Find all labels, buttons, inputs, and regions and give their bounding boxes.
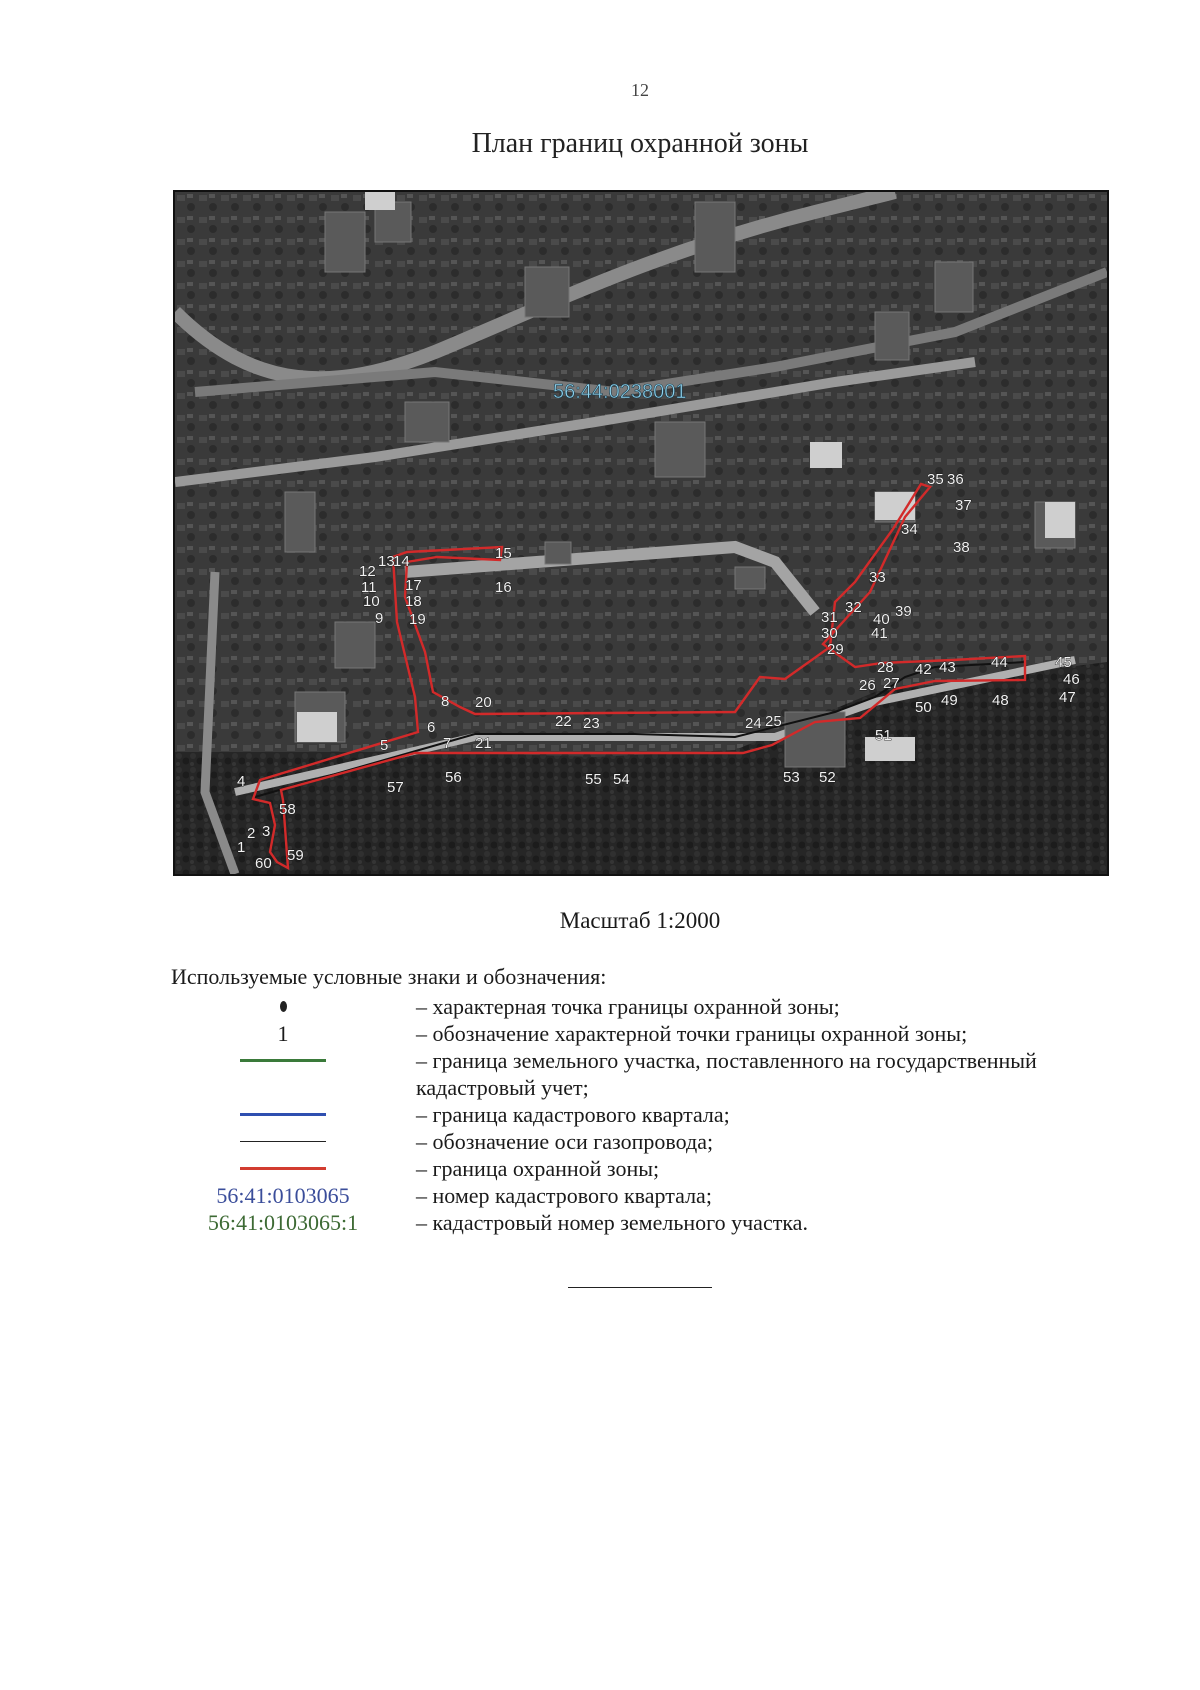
zone-point-label: 41 xyxy=(871,625,888,642)
zone-point-label: 14 xyxy=(393,553,410,570)
legend-symbol-quarter-number: 56:41:0103065 xyxy=(216,1183,350,1208)
zone-point-label: 33 xyxy=(869,569,886,586)
end-divider xyxy=(568,1287,712,1288)
legend-text-quarter-boundary: – граница кадастрового квартала; xyxy=(416,1102,730,1127)
zone-point-label: 31 xyxy=(821,609,838,626)
legend xyxy=(150,993,1110,1236)
zone-point-label: 11 xyxy=(361,579,377,596)
legend-row-point xyxy=(150,993,1110,1020)
zone-point-label: 19 xyxy=(409,611,426,628)
zone-point-label: 22 xyxy=(555,713,572,730)
zone-point-label: 37 xyxy=(955,497,972,514)
aerial-map xyxy=(173,190,1109,876)
zone-point-label: 18 xyxy=(405,593,422,610)
zone-point-label: 38 xyxy=(953,539,970,556)
legend-row-zone-boundary xyxy=(150,1155,1110,1182)
page-title: План границ охранной зоны xyxy=(471,128,809,159)
zone-point-label: 59 xyxy=(287,847,304,864)
zone-point-label: 55 xyxy=(585,771,602,788)
zone-point-label: 9 xyxy=(375,610,384,627)
legend-row-land-plot xyxy=(150,1047,1110,1101)
legend-text-zone-boundary: – граница охранной зоны; xyxy=(416,1156,660,1181)
map-canvas xyxy=(175,192,1107,874)
zone-point-label: 50 xyxy=(915,699,932,716)
legend-row-quarter-boundary xyxy=(150,1101,1110,1128)
zone-point-label: 10 xyxy=(363,593,380,610)
legend-text-point: – характерная точка границы охранной зоны; xyxy=(416,994,840,1019)
legend-heading: Используемые условные знаки и обозначения: xyxy=(171,964,607,989)
legend-text-quarter-number: – номер кадастрового квартала; xyxy=(416,1183,712,1208)
zone-point-label: 36 xyxy=(947,471,964,488)
zone-point-label: 57 xyxy=(387,779,404,796)
zone-point-label: 30 xyxy=(821,625,838,642)
zone-point-label: 27 xyxy=(883,675,900,692)
zone-point-label: 47 xyxy=(1059,689,1076,706)
legend-row-point-number xyxy=(150,1020,1110,1047)
black-line-icon xyxy=(240,1141,326,1143)
zone-point-label: 46 xyxy=(1063,671,1080,688)
zone-point-label: 7 xyxy=(443,735,452,752)
red-line-icon xyxy=(240,1167,326,1170)
zone-point-label: 17 xyxy=(405,577,422,594)
blue-line-icon xyxy=(240,1113,326,1116)
page-number: 12 xyxy=(631,80,649,100)
zone-point-label: 56 xyxy=(445,769,462,786)
zone-point-label: 15 xyxy=(495,545,512,562)
zone-point-label: 4 xyxy=(237,773,246,790)
zone-point-label: 45 xyxy=(1055,654,1072,671)
zone-point-label: 44 xyxy=(991,654,1008,671)
zone-point-label: 29 xyxy=(827,641,844,658)
zone-point-label: 12 xyxy=(359,563,376,580)
legend-row-quarter-number xyxy=(150,1182,1110,1209)
zone-point-label: 32 xyxy=(845,599,862,616)
zone-point-label: 58 xyxy=(279,801,296,818)
zone-point-label: 60 xyxy=(255,855,272,872)
zone-point-label: 8 xyxy=(441,693,450,710)
zone-point-label: 53 xyxy=(783,769,800,786)
zone-point-label: 49 xyxy=(941,692,958,709)
legend-text-land-plot: – граница земельного участка, поставленного на государственный кадастровый учет; xyxy=(416,1048,1037,1100)
legend-text-cadastral-number: – кадастровый номер земельного участка. xyxy=(416,1210,808,1235)
legend-row-cadastral-number xyxy=(150,1209,1110,1236)
zone-point-label: 20 xyxy=(475,694,492,711)
green-line-icon xyxy=(240,1059,326,1062)
zone-point-label: 1 xyxy=(237,839,246,856)
zone-point-label: 52 xyxy=(819,769,836,786)
zone-point-label: 51 xyxy=(875,727,892,744)
quarter-number-label: 56:44:0238001 xyxy=(553,381,687,403)
zone-point-label: 39 xyxy=(895,603,912,620)
zone-point-label: 48 xyxy=(992,692,1009,709)
zone-point-label: 35 xyxy=(927,471,944,488)
zone-point-label: 3 xyxy=(262,823,271,840)
zone-point-label: 34 xyxy=(901,521,918,538)
legend-symbol-number: 1 xyxy=(277,1021,289,1046)
zone-point-label: 28 xyxy=(877,659,894,676)
dot-icon xyxy=(280,1001,287,1012)
zone-point-label: 16 xyxy=(495,579,512,596)
zone-point-label: 6 xyxy=(427,719,436,736)
zone-point-label: 43 xyxy=(939,659,956,676)
zone-point-label: 54 xyxy=(613,771,630,788)
legend-symbol-cadastral-number: 56:41:0103065:1 xyxy=(207,1210,359,1235)
zone-point-label: 25 xyxy=(765,713,782,730)
zone-point-label: 21 xyxy=(475,735,492,752)
legend-row-pipeline-axis xyxy=(150,1128,1110,1155)
scale-label: Масштаб 1:2000 xyxy=(559,908,721,933)
zone-point-label: 40 xyxy=(873,611,890,628)
zone-point-label: 13 xyxy=(378,553,395,570)
legend-text-pipeline-axis: – обозначение оси газопровода; xyxy=(416,1129,714,1154)
zone-point-label: 2 xyxy=(247,825,256,842)
zone-point-label: 42 xyxy=(915,661,932,678)
zone-point-label: 26 xyxy=(859,677,876,694)
zone-point-label: 23 xyxy=(583,715,600,732)
zone-point-label: 24 xyxy=(745,715,762,732)
legend-text-point-number: – обозначение характерной точки границы охранной зоны; xyxy=(416,1021,968,1046)
zone-point-label: 5 xyxy=(380,737,389,754)
